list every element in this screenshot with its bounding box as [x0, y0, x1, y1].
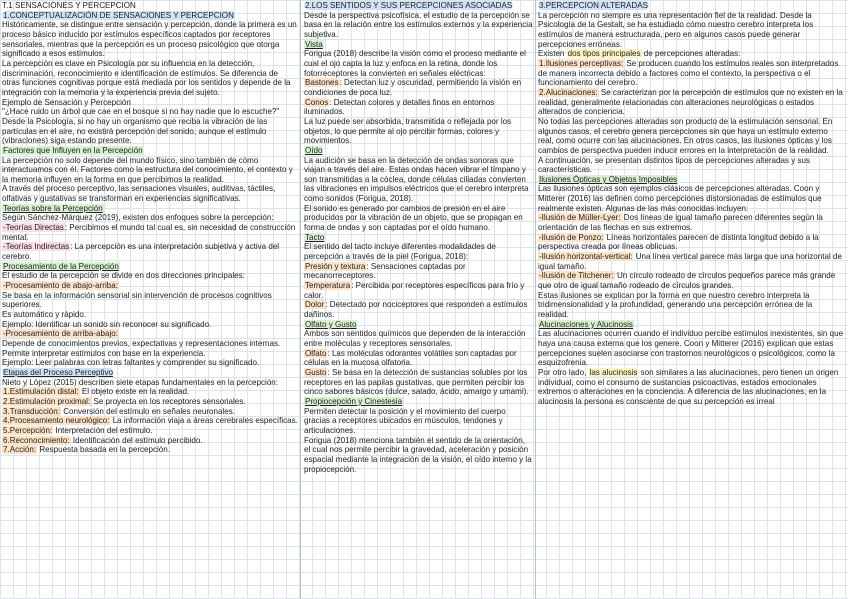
- term-text: : La percepción es una interpretación subjetiva y activa del cerebro.: [2, 242, 280, 262]
- paragraph: Forigua (2018) describe la visión como el proceso mediante el cual el ojo capta la luz y enfoca en la retina, donde los fotorreceptores la convierten en señales eléctricas:: [304, 49, 526, 78]
- term-bastones: Bastones: [305, 78, 339, 88]
- stage-text: La información viaja a áreas cerebrales específicas.: [110, 416, 298, 426]
- term-text: Se caracterizan por la percepción de estímulos que no existen en la realidad, generalmente relacionadas con alteraciones neurológicas o estados alterados de conciencia.: [538, 87, 843, 117]
- subheading-oido: Oído: [305, 145, 323, 155]
- term-text: : Detectan luz y oscuridad, permitiendo la visión en condiciones de poca luz.: [304, 78, 522, 97]
- paragraph: Ambos son sentidos químicos que dependen de la interacción entre moléculas y receptores sensoriales.: [304, 329, 526, 348]
- paragraph: Históricamente, se distingue entre sensación y percepción, donde la primera es un proceso básico inducido por estímulos específicos captados por receptores sensoriales, mientras que la percepción es un proceso psicológico que otorga significado a esos estímulos.: [2, 20, 297, 59]
- paragraph: Ejemplo: Identificar un sonido sin reconocer su significado.: [2, 319, 212, 329]
- paragraph: La percepción es clave en Psicología por su influencia en la detección, discriminación, reconocimiento e identificación de estímulos. Se diferencia de otras funciones cognitivas porque está mediada por los sentidos y depende de la integración con la memoria y la experiencia previa del sujeto.: [2, 58, 291, 97]
- highlight: las alucinosis: [589, 367, 638, 377]
- subheading-tacto: Tacto: [305, 232, 325, 242]
- term-text: : Sensaciones captadas por mecanorreceptores.: [304, 261, 466, 281]
- paragraph: El sentido del tacto incluye diferentes modalidades de percepción a través de la piel (Forigua, 2018):: [304, 242, 496, 262]
- subheading-olfato-gusto: Olfato y Gusto: [305, 319, 357, 329]
- paragraph: La percepción no solo depende del mundo físico, sino también de cómo interactuamos con él. Factores como la estructura del conocimiento, el contexto y la memoria influyen en la forma en que percibimos la realidad.: [2, 155, 293, 184]
- paragraph: A través del proceso perceptivo, las sensaciones visuales, auditivas, táctiles, olfativas y gustativas se transforman en experiencias significativas.: [2, 184, 276, 204]
- term-text: : Detectado por nociceptores que responden a estímulos dañinos.: [304, 300, 528, 319]
- section-heading-2: 2.LOS SENTIDOS Y SUS PERCEPCIONES ASOCIADAS: [305, 1, 513, 10]
- paragraph: Forigua (2018) menciona también el sentido de la orientación, el cual nos permite percibir la gravedad, aceleración y posición espacial mediante la integración de la visión, el oído interno y la propiocepción.: [304, 435, 532, 474]
- subheading-alucinaciones: Alucinaciones y Alucinosis: [539, 319, 633, 329]
- subheading-ilusiones-opticas: Ilusiones Ópticas y Objetos Imposibles: [539, 174, 678, 184]
- paragraph: Desde la perspectiva psicofísica, el estudio de la percepción se basa en la relación entre los estímulos externos y la experiencia subjetiva.: [304, 10, 533, 39]
- paragraph: A continuación, se presentan distintos tipos de percepciones alteradas y sus características.: [538, 155, 810, 175]
- column-divider: [300, 0, 301, 599]
- term-presion: Presión y textura: [305, 261, 366, 271]
- term-ponzo: -Ilusión de Ponzo:: [539, 232, 604, 242]
- stage-text: El objeto existe en la realidad.: [79, 387, 190, 397]
- subheading-factores: Factores que Influyen en la Percepción: [3, 145, 143, 155]
- stage-text: Respuesta basada en la percepción.: [37, 445, 170, 455]
- stage-label: 2.Estimulación proximal:: [3, 396, 91, 406]
- paragraph: El estudio de la percepción se divide en dos direcciones principales:: [2, 271, 245, 281]
- stage-text: Se proyecta en los receptores sensoriales.: [91, 396, 246, 406]
- paragraph: Permite interpretar estímulos con base en la experiencia.: [2, 348, 206, 358]
- quote: "¿Hace ruido un árbol que cae en el bosque si no hay nadie que lo escuche?": [2, 107, 280, 117]
- stage-label: 5.Percepción:: [3, 425, 53, 435]
- column-divider: [535, 0, 536, 599]
- section-heading-3: 3.PERCEPCION ALTERADAS: [539, 1, 648, 10]
- term-text: : Percibida por receptores específicos para frío y calor.: [304, 281, 525, 300]
- term-text: Líneas horizontales parecen de distinta longitud debido a la perspectiva creada por líneas oblicuas.: [538, 232, 819, 252]
- subheading-procesamiento: Procesamiento de la Percepción: [3, 261, 119, 271]
- paragraph: Las alucinaciones ocurren cuando el individuo percibe estímulos inexistentes, sin que haya una causa externa que los genere. Coon y Mitterer (2016) explican que estas percepciones suelen asociarse con trastornos neurológicos o psicológicos, como la esquizofrenia.: [538, 329, 844, 368]
- term-arriba-abajo: -Procesamiento de arriba-abajo:: [3, 329, 118, 339]
- stage-label: 4.Procesamiento neurológico:: [3, 416, 110, 426]
- term-text: : Detectan colores y detalles finos en entornos iluminados.: [304, 97, 495, 117]
- term-text: Un círculo rodeado de círculos pequeños parece más grande que otro de igual tamaño rodeado de círculos grandes.: [538, 271, 836, 291]
- paragraph: No todas las percepciones alteradas son producto de la estimulación sensorial. En algunos casos, el cerebro genera percepciones sin que haya un estímulo externo real, como ocurre con las alucinaciones. En otros casos, las ilusiones ópticas y los cambios de perspectiva pueden inducir errores en la interpretación de la realidad.: [538, 116, 833, 155]
- text: son similares a las alucinaciones, pero tienen un origen individual, como el consumo de sustancias psicoactivas, estados emocionales extremos o alteraciones en la conciencia. A diferencia de las alucinaciones, en la alucinosis la persona es consciente de que su percepción es irreal: [538, 367, 839, 406]
- term-abajo-arriba: -Procesamiento de abajo-arriba:: [3, 281, 118, 291]
- term-text: Se producen cuando los estímulos reales son interpretados de manera incorrecta debido a factores como el contexto, la perspectiva o el funcionamiento del cerebro.: [538, 58, 839, 88]
- paragraph: La luz puede ser absorbida, transmitida o reflejada por los objetos, lo que permite al ojo percibir formas, colores y movimientos.: [304, 116, 512, 146]
- paragraph: Permiten detectar la posición y el movimiento del cuerpo gracias a receptores ubicados en músculos, tendones y articulaciones.: [304, 406, 506, 435]
- stage-text: Interpretación del estímulo.: [53, 425, 153, 435]
- subheading-etapas: Etapas del Proceso Perceptivo: [3, 367, 114, 377]
- term-text: Una línea vertical parece más larga que una horizontal de igual tamaño.: [538, 252, 842, 271]
- stage-label: 6.Reconocimiento:: [3, 435, 70, 445]
- paragraph: Es automático y rápido.: [2, 310, 87, 319]
- subheading-propiocepcion: Propiocepción y Cinestesia: [305, 396, 403, 406]
- term-titchener: -Ilusión de Titchener:: [539, 271, 614, 281]
- term-teorias-indirectas: -Teorías Indirectas: [3, 242, 70, 252]
- term-dolor: Dolor: [305, 300, 325, 310]
- term-text: : Percibimos el mundo tal cual es, sin necesidad de construcción mental.: [2, 223, 296, 242]
- paragraph: Nieto y López (2015) describen siete etapas fundamentales en la percepción:: [2, 377, 279, 387]
- highlight: dos tipos principales: [567, 49, 641, 59]
- stage-label: 3.Transducción:: [3, 406, 60, 416]
- paragraph: Estas ilusiones se explican por la forma en que nuestro cerebro interpreta la tridimensionalidad y la profundidad, generando una percepción errónea de la realidad.: [538, 290, 813, 319]
- column-percepciones-alteradas: [538, 1, 845, 597]
- paragraph: Según Sánchez-Márquez (2019), existen dos enfoques sobre la percepción:: [2, 213, 274, 223]
- term-text: : Las moléculas odorantes volátiles son captadas por células en la mucosa olfatoria.: [304, 348, 517, 368]
- column-sensaciones-percepcion: [2, 1, 298, 597]
- paragraph: Se basa en la información sensorial sin intervención de procesos cognitivos superiores.: [2, 290, 272, 310]
- subheading-vista: Vista: [305, 39, 323, 49]
- paragraph: Desde la Psicología, si no hay un organismo que reciba la vibración de las partículas en el aire, no existirá percepción del sonido, aunque el estímulo (vibraciones) siga estando presente.: [2, 116, 268, 146]
- paragraph: Ejemplo de Sensación y Percepción: [2, 97, 131, 107]
- term-text: Dos líneas de igual tamaño parecen diferentes según la orientación de las flechas en sus extremos.: [538, 213, 823, 233]
- text: Existen: [538, 49, 567, 59]
- stage-label: 1.Estimulación distal:: [3, 387, 79, 397]
- term-text: : Se basa en la detección de sustancias solubles por los receptores en las papilas gustativas, que permiten percibir los cinco sabores básicos (dulce, salado, ácido, amargo y umami).: [304, 367, 529, 397]
- paragraph: El sonido es generado por cambios de presión en el aire producidos por la vibración de un objeto, que se propagan en forma de ondas y son captadas por el oído humano.: [304, 203, 523, 233]
- term-alucinaciones: 2.Alucinaciones:: [539, 87, 598, 97]
- term-gusto: Gusto: [305, 367, 327, 377]
- subheading-teorias: Teorías sobre la Percepción: [3, 203, 103, 213]
- column-sentidos: [304, 1, 533, 597]
- paragraph: La audición se basa en la detección de ondas sonoras que viajan a través del aire. Estas ondas hacen vibrar el tímpano y son transmitidas a la cóclea, donde células ciliadas convierten las vibraciones en impulsos eléctricos que el cerebro interpreta como sonidos (Forigua, 2018).: [304, 155, 529, 204]
- paragraph: Ejemplo: Leer palabras con letras faltantes y comprender su significado.: [2, 358, 260, 368]
- term-teorias-directas: -Teorías Directas: [3, 223, 64, 233]
- term-horizontal-vertical: -Ilusión horizontal-vertical:: [539, 252, 633, 262]
- stage-text: Conversión del estímulo en señales neuronales.: [60, 406, 235, 416]
- term-temperatura: Temperatura: [305, 281, 351, 291]
- term-ilusiones-perceptivas: 1.Ilusiones perceptivas:: [539, 58, 624, 68]
- paragraph: Las ilusiones ópticas son ejemplos clásicos de percepciones alteradas. Coon y Mitterer (2016) las definen como percepciones distorsionadas de estímulos que realmente existen. Algunas de las más conocidas incluyen:: [538, 184, 822, 213]
- stage-label: 7.Acción:: [3, 445, 37, 455]
- term-conos: Conos: [305, 97, 329, 107]
- text: de percepciones alteradas:: [641, 49, 741, 59]
- term-muller-lyer: -Ilusión de Müller-Lyer:: [539, 213, 621, 223]
- term-olfato: Olfato: [305, 348, 327, 358]
- paragraph: La percepción no siempre es una representación fiel de la realidad. Desde la Psicología de la Gestalt, se ha estudiado cómo nuestro cerebro interpreta los estímulos de manera estructurada, pero en algunos casos puede generar percepciones erróneas.: [538, 10, 814, 49]
- section-heading-1: 1.CONCEPTUALIZACIÓN DE SENSACIONES Y PERCEPCION: [3, 10, 234, 20]
- paragraph: Depende de conocimientos previos, expectativas y representaciones internas.: [2, 338, 281, 348]
- text: Por otro lado,: [538, 367, 589, 377]
- document-title: T.1 SENSACIONES Y PERCEPCION: [2, 1, 136, 10]
- stage-text: Identificación del estímulo percibido.: [70, 435, 203, 445]
